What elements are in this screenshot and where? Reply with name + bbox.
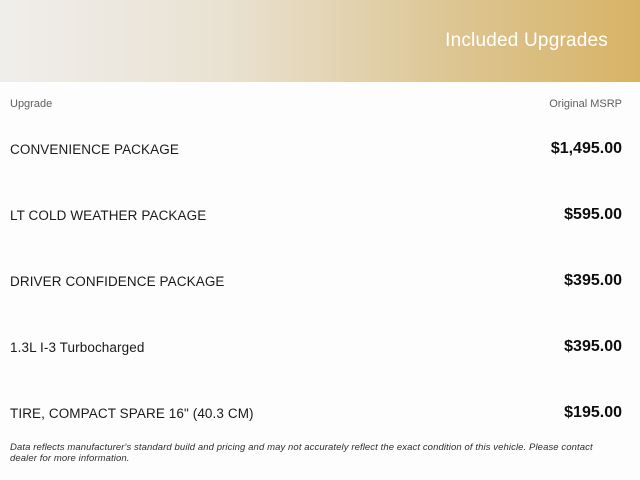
upgrade-price: $1,495.00 (550, 140, 622, 157)
upgrade-price: $395.00 (564, 338, 622, 355)
upgrade-name: 1.3L I-3 Turbocharged (10, 339, 145, 355)
column-header-upgrade: Upgrade (10, 97, 53, 110)
table-row (10, 248, 622, 314)
upgrade-price: $195.00 (564, 404, 622, 421)
disclaimer-text: Data reflects manufacturer's standard build and pricing and may not accurately reflect the exact condition of this vehicle. Please contact dealer for more information. (10, 442, 593, 464)
table-row (10, 314, 622, 380)
upgrade-price: $395.00 (564, 272, 622, 289)
table-row (10, 182, 622, 248)
table-column-header-row (10, 97, 622, 110)
page-title: Included Upgrades (445, 30, 608, 51)
table-row (10, 380, 622, 446)
column-header-msrp: Original MSRP (549, 97, 622, 110)
table-row (10, 116, 622, 182)
included-upgrades-table (0, 97, 640, 446)
included-upgrades-header-band (0, 0, 640, 82)
upgrade-name: CONVENIENCE PACKAGE (10, 141, 179, 157)
upgrade-name: DRIVER CONFIDENCE PACKAGE (10, 273, 225, 289)
upgrade-price: $595.00 (564, 206, 622, 223)
upgrade-rows (10, 116, 622, 446)
upgrade-name: LT COLD WEATHER PACKAGE (10, 207, 207, 223)
upgrade-name: TIRE, COMPACT SPARE 16" (40.3 CM) (10, 405, 254, 421)
